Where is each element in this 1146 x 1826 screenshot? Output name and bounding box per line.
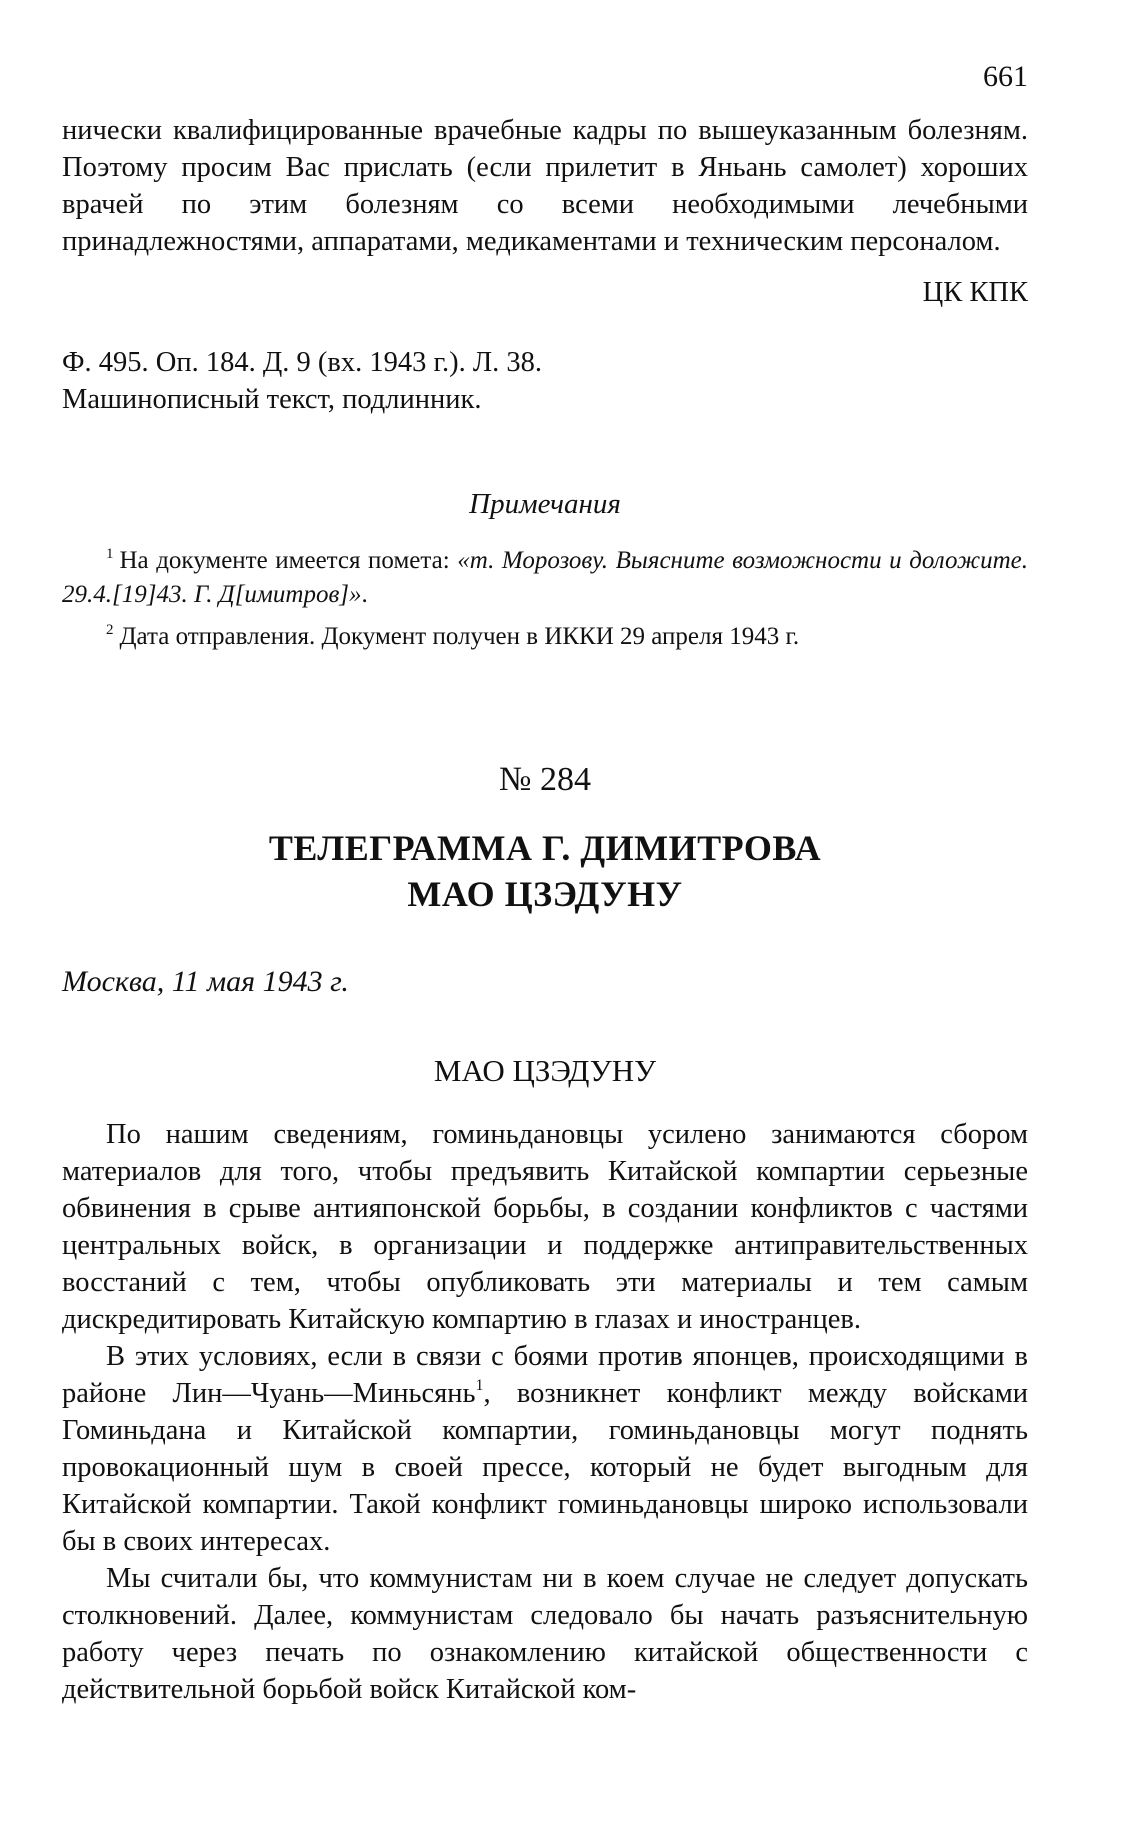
note-tail: . xyxy=(361,581,368,608)
note-number: 1 xyxy=(106,546,114,562)
note-item xyxy=(62,620,1028,654)
addressee: МАО ЦЗЭДУНУ xyxy=(433,1053,657,1088)
body-paragraph-2-start: В этих условиях, если в связи с боями против японцев, происходящими в районе Лин—Чуань—Миньсянь xyxy=(62,1341,1028,1409)
archive-description: Машинописный текст, подлинник. xyxy=(62,384,482,415)
continuation-paragraph: нически квалифицированные врачебные кадры по вышеуказанным болезням. Поэтому просим Вас прислать (если прилетит в Яньань самолет) хороших врачей по этим болезням со всеми необходимыми лечебными принадлежностями, аппаратами, медикаментами и техническим персоналом. xyxy=(62,115,1028,257)
telegram-body xyxy=(62,1116,1028,1708)
notes-list xyxy=(62,544,1028,654)
place-date: Москва, 11 мая 1943 г. xyxy=(62,965,349,998)
note-item xyxy=(62,544,1028,612)
body-paragraph-2 xyxy=(62,1338,1028,1560)
note-number: 2 xyxy=(106,622,114,638)
archive-reference-block xyxy=(62,344,1028,418)
note-annotation: «т. Морозову. Выясните возможности и доложите. 29.4.[19]43. Г. Д[имитров]» xyxy=(62,547,1028,608)
signature: ЦК КПК xyxy=(922,277,1028,308)
document-title-line-2: МАО ЦЗЭДУНУ xyxy=(407,874,683,914)
document-page xyxy=(62,48,1028,1788)
footnote-ref-1: 1 xyxy=(475,1377,484,1394)
document-title-line-1: ТЕЛЕГРАММА Г. ДИМИТРОВА xyxy=(268,828,822,868)
body-paragraph-2-end: , возникнет конфликт между войсками Гоминьдана и Китайской компартии, гоминьдановцы могут поднять провокационный шум в своей прессе, который не будет выгодным для Китайской компартии. Такой конфликт гоминьдановцы широко использовали бы в своих интересах. xyxy=(62,1378,1028,1557)
notes-title: Примечания xyxy=(469,488,621,520)
document-number: № 284 xyxy=(499,761,591,798)
note-text: Дата отправления. Документ получен в ИККИ 29 апреля 1943 г. xyxy=(119,623,800,650)
body-paragraph-3: Мы считали бы, что коммунистам ни в коем случае не следует допускать столкновений. Далее, коммунистам следовало бы начать разъяснительную работу через печать по ознакомлению китайской общественности с действительной борьбой войск Китайской ком- xyxy=(62,1563,1028,1705)
archive-reference: Ф. 495. Оп. 184. Д. 9 (вх. 1943 г.). Л. 38. xyxy=(62,347,543,378)
note-text: На документе имеется помета: xyxy=(119,547,458,574)
continuation-text-block xyxy=(62,112,1028,311)
page-number: 661 xyxy=(983,60,1028,93)
body-paragraph-1: По нашим сведениям, гоминьдановцы усилено занимаются сбором материалов для того, чтобы предъявить Китайской компартии серьезные обвинения в срыве антияпонской борьбы, в создании конфликтов с частями центральных войск, в организации и поддержке антиправительственных восстаний с тем, чтобы опубликовать эти материалы и тем самым дискредитировать Китайскую компартию в глазах и иностранцев. xyxy=(62,1119,1028,1335)
